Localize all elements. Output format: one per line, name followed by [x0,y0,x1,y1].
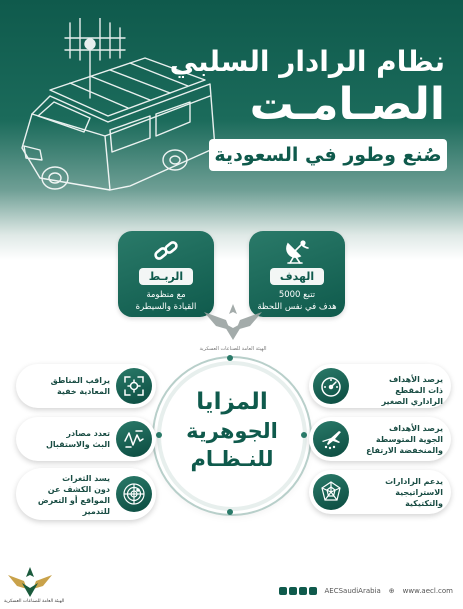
center-logo [196,300,270,358]
circle-line-3: للنـظـام [190,447,274,471]
goal-label: الهدف [270,268,324,285]
feature-text [24,375,110,397]
feature-line: المعادية خفية [56,387,110,396]
radar-chart-icon [319,480,343,504]
feature-text [355,374,443,407]
feature-support-radars [309,470,451,514]
signal-icon [122,427,146,451]
feature-icon-bg [116,368,152,404]
feature-line: والمنخفضة الارتفاع [366,446,443,455]
feature-monitor-hostile [16,364,156,408]
circle-line-2: الجوهرية [186,419,278,443]
youtube-icon[interactable] [299,587,307,595]
feature-icon-bg [116,476,152,512]
footer-links [279,587,454,595]
title-line-1: نظام الرادار السلبي [169,45,445,78]
core-features-title [161,387,303,473]
website-link[interactable]: www.aecl.com [402,587,453,595]
feature-line: الاستراتيجية [395,488,443,497]
gauge-icon [319,374,343,398]
feature-line: يراقب المناطق [50,376,110,385]
feature-line: يسد الثغرات [62,474,110,483]
feature-line: البث والاستقبال [45,440,110,449]
goal-text-line-2: هدف في نفس اللحظة [257,302,337,312]
header-title-block [169,45,445,131]
feature-line: يرصد الأهداف [388,424,443,433]
feature-line: والتكتيكية [405,499,443,508]
feature-line: المواقع أو التعرض [37,496,110,505]
link-text-line-2: القيادة والسيطرة [135,302,197,312]
feature-line: يرصد الأهداف [388,375,443,384]
feature-line: دون الكشف عن [47,485,110,494]
linkedin-icon[interactable] [309,587,317,595]
globe-icon: ⊕ [388,587,395,595]
made-in-badge: صُنع وطور في السعودية [209,139,447,171]
feature-fill-gaps [16,468,156,520]
aircraft-icon [319,427,343,451]
chain-link-icon [151,238,181,264]
scan-icon [122,374,146,398]
feature-line: تعدد مصادر [66,429,110,438]
feature-icon-bg [313,421,349,457]
feature-icon-bg [313,474,349,510]
title-line-2: الصـامـت [249,79,445,130]
footer [0,563,463,609]
feature-multi-sources [16,417,156,461]
feature-icon-bg [116,421,152,457]
footer-logo-label: الهيئة العامة للصناعات العسكرية [4,599,65,604]
feature-icon-bg [313,368,349,404]
ring-dot [227,509,233,515]
feature-text [24,473,110,517]
feature-line: يدعم الرادارات [385,477,443,486]
feature-line: الراداري الصغير [381,397,443,406]
instagram-icon[interactable] [289,587,297,595]
link-label: الربـط [139,268,193,285]
ring-dot [156,432,162,438]
link-text-line-1: مع منظومة [146,290,186,300]
satellite-dish-icon [282,238,312,264]
radar-scope-icon [122,482,146,506]
circle-line-1: المزايا [196,389,268,415]
feature-text [355,476,443,509]
social-handle[interactable]: AECSaudiArabia [324,587,381,595]
goal-text-line-1: تتبع 5000 [278,290,316,300]
twitter-icon[interactable] [279,587,287,595]
ring-dot [301,432,307,438]
feature-small-rcs [309,364,451,408]
feature-text [24,428,110,450]
social-icons [279,587,317,595]
ring-dot [227,355,233,361]
feature-low-altitude [309,417,451,461]
gami-emblem-icon [196,300,270,346]
gami-emblem-icon [4,565,56,599]
core-features-circle [157,361,307,511]
center-logo-label: الهيئة العامة للصناعات العسكرية [199,346,267,352]
footer-logo [4,565,65,609]
feature-line: ذات المقطع [395,386,443,395]
feature-text [355,423,443,456]
feature-line: الجوية المتوسطة [375,435,443,444]
feature-line: للتدمير [82,507,110,516]
